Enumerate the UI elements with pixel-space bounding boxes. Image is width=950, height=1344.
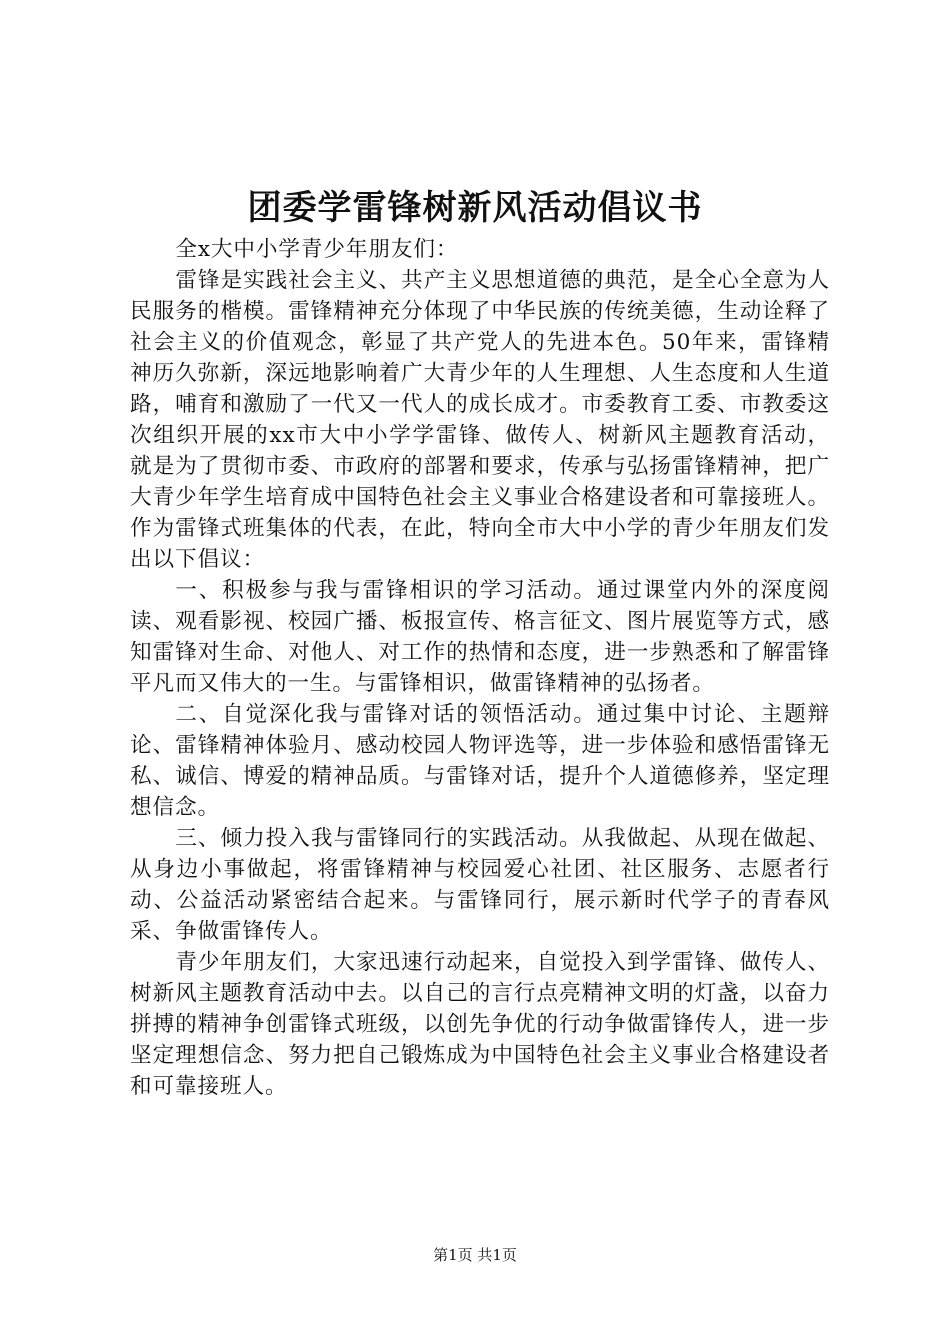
salutation: 全x大中小学青少年朋友们： <box>175 237 459 262</box>
paragraph-intro: 雷锋是实践社会主义、共产主义思想道德的典范，是全心全意为人民服务的楷模。雷锋精神充分体现了中华民族的传统美德，生动诠释了社会主义的价值观念，彰显了共产党人的先进本色。50年来，雷锋精神历久弥新，深远地影响着广大青少年的人生理想、人生态度和人生道路，哺育和激励了一代又一代人的成长成才。市委教育工委、市教委这次组织开展的xx市大中小学学雷锋、做传人、树新风主题教育活动，就是为了贯彻市委、市政府的部署和要求，传承与弘扬雷锋精神，把广大青少年学生培育成中国特色社会主义事业合格建设者和可靠接班人。作为雷锋式班集体的代表，在此，特向全市大中小学的青少年朋友们发出以下倡议： <box>130 268 830 572</box>
paragraph-proposal-2: 二、自觉深化我与雷锋对话的领悟活动。通过集中讨论、主题辩论、雷锋精神体验月、感动校园人物评选等，进一步体验和感悟雷锋无私、诚信、博爱的精神品质。与雷锋对话，提升个人道德修养，坚定理想信念。 <box>130 702 830 820</box>
document-body <box>130 234 830 1102</box>
page-number: 第1页 共1页 <box>433 1246 517 1264</box>
paragraph-proposal-3: 三、倾力投入我与雷锋同行的实践活动。从我做起、从现在做起、从身边小事做起，将雷锋精神与校园爱心社团、社区服务、志愿者行动、公益活动紧密结合起来。与雷锋同行，展示新时代学子的青春风采、争做雷锋传人。 <box>130 826 830 944</box>
document-title: 团委学雷锋树新风活动倡议书 <box>247 188 703 228</box>
paragraph-closing: 青少年朋友们，大家迅速行动起来，自觉投入到学雷锋、做传人、树新风主题教育活动中去。以自己的言行点亮精神文明的灯盏，以奋力拼搏的精神争创雷锋式班级，以创先争优的行动争做雷锋传人，进一步坚定理想信念、努力把自己锻炼成为中国特色社会主义事业合格建设者和可靠接班人。 <box>130 950 830 1099</box>
paragraph-proposal-1: 一、积极参与我与雷锋相识的学习活动。通过课堂内外的深度阅读、观看影视、校园广播、板报宣传、格言征文、图片展览等方式，感知雷锋对生命、对他人、对工作的热情和态度，进一步熟悉和了解雷锋平凡而又伟大的一生。与雷锋相识，做雷锋精神的弘扬者。 <box>130 578 830 696</box>
